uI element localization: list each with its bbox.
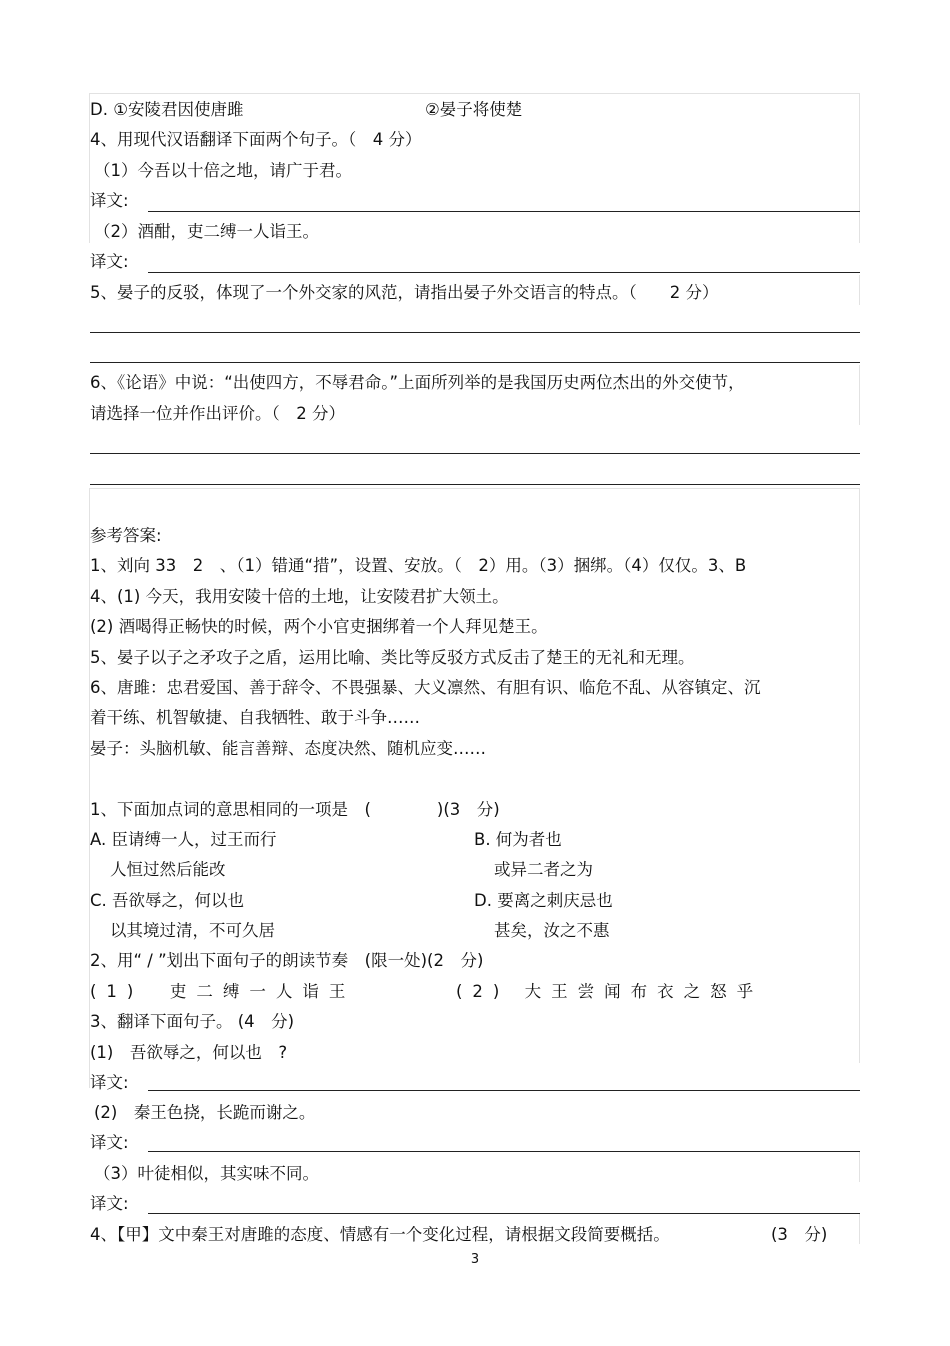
frame-line [89, 488, 860, 489]
q2-question-3-item-1: (1) 吾欲辱之，何以也 ? [90, 1043, 288, 1062]
question-4-item-2: （2）酒酣，吏二缚一人诣王。 [94, 222, 319, 241]
answer-line [90, 453, 860, 454]
q2-option-c-1: C. 吾欲辱之，何以也 [90, 891, 245, 910]
q2-question-2-item-2: (2) 大王尝闻布衣之怒乎 [456, 982, 764, 1001]
q2-question-3: 3、翻译下面句子。 (4 分) [90, 1012, 295, 1031]
question-4-item-1: （1）今吾以十倍之地，请广于君。 [94, 161, 352, 180]
answer-line [148, 1151, 860, 1152]
question-4: 4、用现代汉语翻译下面两个句子。（ 4 分） [90, 130, 422, 149]
q2-option-a-2: 人恒过然后能改 [110, 860, 226, 879]
answer-6-line-3: 晏子：头脑机敏、能言善辩、态度决然、随机应变…… [90, 739, 486, 758]
frame-line [859, 275, 860, 305]
q2-option-c-2: 以其境过清，不可久居 [110, 921, 275, 940]
answer-line [148, 211, 860, 212]
q2-question-4-score: (3 分) [771, 1225, 828, 1244]
q2-question-2: 2、用“ / ”划出下面句子的朗读节奏 (限一处)(2 分) [90, 951, 484, 970]
answer-1: 1、刘向 33 2 、（1）错通“措”，设置、安放。（ 2）用。（3）捆绑。（4）仅仅。3、B [90, 556, 747, 575]
q2-option-d-2: 甚矣，汝之不惠 [494, 921, 610, 940]
q2-question-3-item-3: （3）叶徒相似，其实味不同。 [94, 1164, 319, 1183]
answer-line [90, 362, 860, 363]
translation-label: 译文: [90, 191, 129, 210]
option-d-1: D. ①安陵君因使唐雎 [90, 100, 244, 119]
question-6-line-1: 6、《论语》中说：“出使四方，不辱君命。”上面所列举的是我国历史两位杰出的外交使节， [90, 373, 745, 392]
translation-label: 译文: [90, 1194, 129, 1213]
translation-label: 译文: [90, 1133, 129, 1152]
answer-4-1: 4、(1) 今天，我用安陵十倍的土地，让安陵君扩大领土。 [90, 587, 509, 606]
frame-line [859, 365, 860, 425]
q2-question-3-item-2: (2) 秦王色挠，长跪而谢之。 [94, 1103, 316, 1122]
answer-line [90, 484, 860, 485]
frame-line [859, 488, 860, 1063]
q2-question-2-item-1: (1) 吏二缚一人诣王 [90, 982, 356, 1001]
q2-option-a-1: A. 臣请缚一人，过王而行 [90, 830, 277, 849]
page-number: 3 [470, 1252, 480, 1267]
q2-option-b-2: 或异二者之为 [494, 860, 593, 879]
translation-label: 译文: [90, 1073, 129, 1092]
question-5: 5、晏子的反驳，体现了一个外交家的风范，请指出晏子外交语言的特点。（ 2 分） [90, 283, 719, 302]
answer-line [90, 332, 860, 333]
q2-question-1: 1、下面加点词的意思相同的一项是 ( )(3 分) [90, 800, 500, 819]
translation-label: 译文: [90, 252, 129, 271]
answer-6-line-1: 6、唐雎：忠君爱国、善于辞令、不畏强暴、大义凛然、有胆有识、临危不乱、从容镇定、沉 [90, 678, 761, 697]
answer-line [148, 1213, 860, 1214]
answer-6-line-2: 着干练、机智敏捷、自我牺牲、敢于斗争…… [90, 708, 420, 727]
frame-line [89, 93, 860, 94]
option-d-2: ②晏子将使楚 [425, 100, 523, 119]
q2-question-4: 4、【甲】文中秦王对唐雎的态度、情感有一个变化过程，请根据文段简要概括。 [90, 1225, 670, 1244]
q2-option-b-1: B. 何为者也 [474, 830, 562, 849]
answer-4-2: (2) 酒喝得正畅快的时候，两个小官吏捆绑着一个人拜见楚王。 [90, 617, 548, 636]
answer-5: 5、晏子以子之矛攻子之盾，运用比喻、类比等反驳方式反击了楚王的无礼和无理。 [90, 648, 695, 667]
answers-heading: 参考答案: [90, 526, 162, 545]
q2-option-d-1: D. 要离之刺庆忌也 [474, 891, 613, 910]
frame-line [859, 1214, 860, 1244]
frame-line [859, 1152, 860, 1182]
answer-line [148, 272, 860, 273]
question-6-line-2: 请选择一位并作出评价。（ 2 分） [90, 404, 345, 423]
answer-line [148, 1090, 860, 1091]
frame-line [859, 93, 860, 243]
